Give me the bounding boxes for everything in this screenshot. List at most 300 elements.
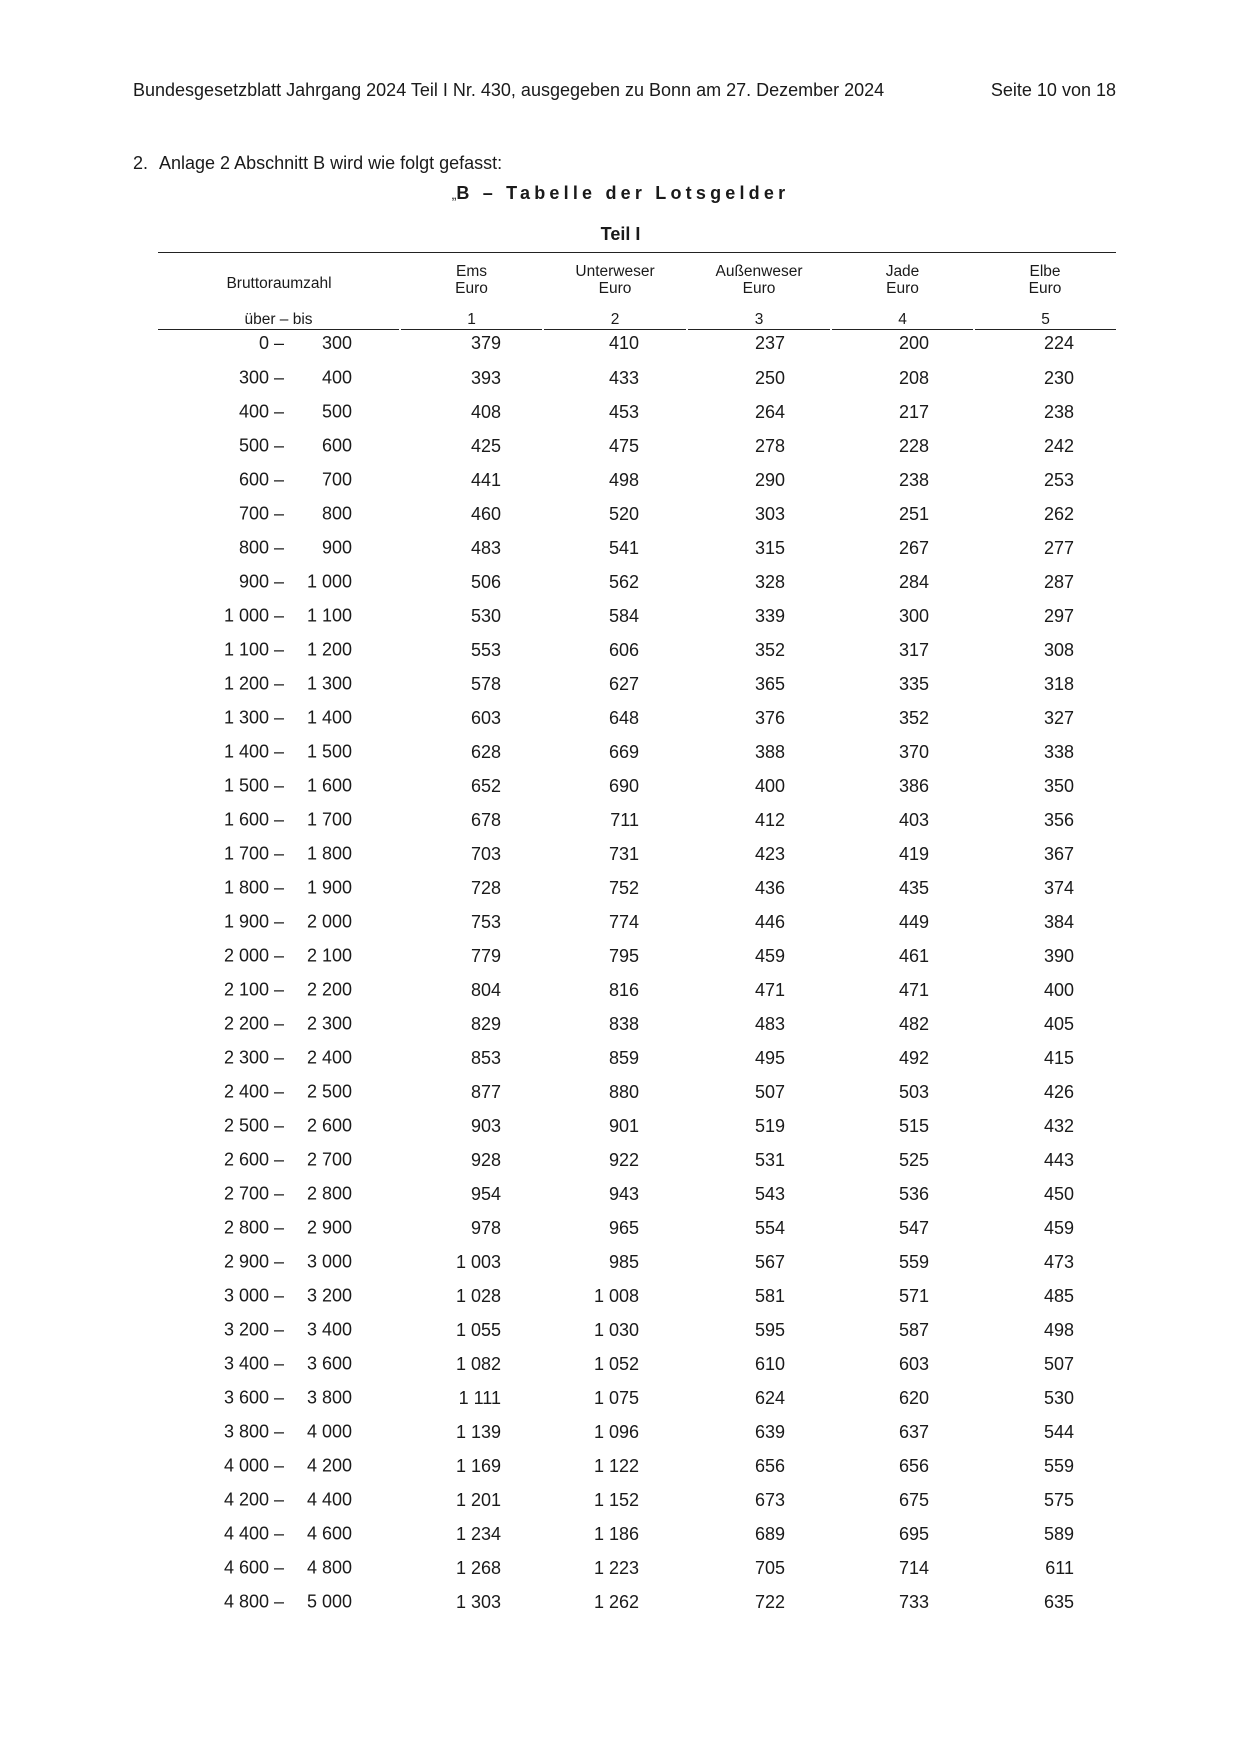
fee-cell: 567	[754, 1251, 785, 1272]
fee-cell: 1 262	[593, 1591, 639, 1612]
fee-cell: 903	[470, 1115, 501, 1136]
fee-cell: 581	[754, 1285, 785, 1306]
fee-cell: 547	[898, 1217, 929, 1238]
fee-cell: 352	[754, 639, 785, 660]
range-to: 3 000	[306, 1251, 352, 1272]
fee-cell: 350	[1043, 775, 1074, 796]
fee-cell: 554	[754, 1217, 785, 1238]
fee-cell: 460	[470, 503, 501, 524]
range-cell	[158, 1177, 400, 1211]
fee-cell: 426	[1043, 1081, 1074, 1102]
range-dash: –	[274, 1149, 285, 1170]
range-to: 1 600	[306, 775, 352, 796]
range-dash: –	[274, 1013, 285, 1034]
fee-cell: 376	[754, 707, 785, 728]
table-row	[158, 1313, 1116, 1347]
range-from: 4 400	[223, 1523, 269, 1544]
page-number: Seite 10 von 18	[990, 80, 1116, 100]
range-to: 2 300	[306, 1013, 352, 1034]
fee-cell: 425	[470, 435, 501, 456]
fee-cell: 503	[898, 1081, 929, 1102]
range-dash: –	[274, 1353, 285, 1374]
range-cell	[158, 1313, 400, 1347]
range-cell	[158, 1449, 400, 1483]
fee-cell: 308	[1043, 639, 1074, 660]
range-to: 3 800	[306, 1387, 352, 1408]
fee-cell: 690	[608, 775, 639, 796]
fee-cell: 498	[1043, 1319, 1074, 1340]
fee-cell: 544	[1043, 1421, 1074, 1442]
range-dash: –	[274, 1115, 285, 1136]
table-row	[158, 1177, 1116, 1211]
fee-cell: 610	[754, 1353, 785, 1374]
fee-cell: 816	[608, 979, 639, 1000]
subheader-row	[158, 309, 1116, 330]
table-row	[158, 395, 1116, 429]
part-title: Teil I	[600, 224, 641, 244]
range-cell	[158, 1109, 400, 1143]
fee-cell: 1 152	[593, 1489, 639, 1510]
fee-cell: 492	[898, 1047, 929, 1068]
table-row	[158, 330, 1116, 362]
fee-cell: 943	[608, 1183, 639, 1204]
fee-cell: 352	[898, 707, 929, 728]
range-cell	[158, 1517, 400, 1551]
fee-cell: 1 268	[455, 1557, 501, 1578]
publication-line: Bundesgesetzblatt Jahrgang 2024 Teil I Nr. 430, ausgegeben zu Bonn am 27. Dezember 2024	[133, 80, 885, 100]
fee-cell: 1 055	[455, 1319, 501, 1340]
range-to: 3 600	[306, 1353, 352, 1374]
range-to: 700	[321, 469, 352, 490]
fee-cell: 386	[898, 775, 929, 796]
table-row	[158, 1279, 1116, 1313]
range-cell	[158, 939, 400, 973]
fee-cell: 436	[754, 877, 785, 898]
range-from: 1 200	[223, 673, 269, 694]
column-header-elbe	[974, 253, 1116, 310]
range-to: 3 400	[306, 1319, 352, 1340]
range-from: 2 500	[223, 1115, 269, 1136]
table-row	[158, 1007, 1116, 1041]
range-cell	[158, 1551, 400, 1585]
fee-cell: 705	[754, 1557, 785, 1578]
fee-cell: 711	[610, 809, 639, 830]
range-dash: –	[274, 367, 285, 388]
fee-cell: 637	[898, 1421, 929, 1442]
fee-cell: 461	[898, 945, 929, 966]
fee-cell: 536	[898, 1183, 929, 1204]
range-dash: –	[274, 605, 285, 626]
range-dash: –	[274, 707, 285, 728]
range-to: 400	[321, 367, 352, 388]
range-cell	[158, 1483, 400, 1517]
fee-cell: 595	[754, 1319, 785, 1340]
range-dash: –	[274, 809, 285, 830]
range-cell	[158, 395, 400, 429]
subheader-col-3: 3	[687, 309, 831, 330]
range-dash: –	[274, 1557, 285, 1578]
range-cell	[158, 1211, 400, 1245]
table-row	[158, 1041, 1116, 1075]
range-from: 3 800	[223, 1421, 269, 1442]
range-to: 2 400	[306, 1047, 352, 1068]
fee-cell: 928	[470, 1149, 501, 1170]
fee-cell: 303	[754, 503, 785, 524]
range-to: 5 000	[306, 1591, 352, 1612]
range-cell	[158, 429, 400, 463]
fee-cell: 985	[608, 1251, 639, 1272]
range-from: 600	[238, 469, 269, 490]
fee-cell: 728	[470, 877, 501, 898]
fee-cell: 779	[470, 945, 501, 966]
range-from: 2 000	[223, 945, 269, 966]
fee-cell: 722	[754, 1591, 785, 1612]
fee-cell: 1 223	[593, 1557, 639, 1578]
fee-cell: 284	[898, 571, 929, 592]
fee-cell: 473	[1043, 1251, 1074, 1272]
fee-cell: 441	[470, 469, 501, 490]
table-row	[158, 1245, 1116, 1279]
range-cell	[158, 1415, 400, 1449]
fee-cell: 403	[898, 809, 929, 830]
table-row	[158, 837, 1116, 871]
table-row	[158, 1075, 1116, 1109]
fee-cell: 733	[898, 1591, 929, 1612]
range-to: 500	[321, 401, 352, 422]
range-dash: –	[274, 1183, 285, 1204]
range-dash: –	[274, 945, 285, 966]
fee-cell: 475	[608, 435, 639, 456]
fee-cell: 379	[470, 333, 501, 353]
range-from: 2 300	[223, 1047, 269, 1068]
table-row	[158, 599, 1116, 633]
range-to: 2 800	[306, 1183, 352, 1204]
range-dash: –	[274, 911, 285, 932]
fee-cell: 238	[898, 469, 929, 490]
range-from: 2 900	[223, 1251, 269, 1272]
fee-cell: 675	[898, 1489, 929, 1510]
fee-cell: 200	[898, 333, 929, 353]
fee-cell: 1 111	[458, 1387, 501, 1408]
fee-cell: 483	[754, 1013, 785, 1034]
range-cell	[158, 1347, 400, 1381]
fee-cell: 877	[470, 1081, 501, 1102]
fee-cell: 669	[608, 741, 639, 762]
range-dash: –	[274, 1251, 285, 1272]
fee-cell: 606	[608, 639, 639, 660]
range-dash: –	[274, 1523, 285, 1544]
range-from: 900	[238, 571, 269, 592]
range-dash: –	[274, 673, 285, 694]
range-from: 2 700	[223, 1183, 269, 1204]
fee-cell: 410	[608, 333, 639, 353]
fee-cell: 515	[898, 1115, 929, 1136]
table-row	[158, 735, 1116, 769]
fee-cell: 224	[1043, 333, 1074, 353]
item-text: Anlage 2 Abschnitt B wird wie folgt gefasst:	[159, 153, 503, 173]
table-row	[158, 905, 1116, 939]
column-header-unterweser	[543, 253, 687, 310]
fee-cell: 1 201	[455, 1489, 501, 1510]
fee-cell: 338	[1043, 741, 1074, 762]
fee-cell: 412	[754, 809, 785, 830]
fee-cell: 267	[898, 537, 929, 558]
range-from: 4 000	[223, 1455, 269, 1476]
range-dash: –	[274, 1387, 285, 1408]
fee-cell: 562	[608, 571, 639, 592]
range-from: 0	[258, 333, 269, 353]
fee-cell: 449	[898, 911, 929, 932]
fee-cell: 753	[470, 911, 501, 932]
range-to: 2 100	[306, 945, 352, 966]
range-dash: –	[274, 877, 285, 898]
fee-cell: 400	[1043, 979, 1074, 1000]
range-dash: –	[274, 775, 285, 796]
fee-cell: 297	[1043, 605, 1074, 626]
fee-cell: 1 122	[593, 1455, 639, 1476]
table-row	[158, 973, 1116, 1007]
subheader-col-5: 5	[974, 309, 1116, 330]
column-header-aussenweser	[687, 253, 831, 310]
fee-cell: 217	[898, 401, 929, 422]
fee-cell: 520	[608, 503, 639, 524]
header-row	[158, 253, 1116, 310]
fee-cell: 482	[898, 1013, 929, 1034]
subheader-range: über – bis	[158, 309, 400, 330]
fee-cell: 1 030	[593, 1319, 639, 1340]
fee-cell: 367	[1043, 843, 1074, 864]
fee-cell: 443	[1043, 1149, 1074, 1170]
fee-cell: 1 303	[455, 1591, 501, 1612]
range-cell	[158, 667, 400, 701]
range-from: 800	[238, 537, 269, 558]
table-row	[158, 633, 1116, 667]
range-dash: –	[274, 401, 285, 422]
fee-cell: 559	[898, 1251, 929, 1272]
fee-cell: 530	[470, 605, 501, 626]
fee-cell: 251	[898, 503, 929, 524]
fee-cell: 250	[754, 367, 785, 388]
range-to: 1 800	[306, 843, 352, 864]
fee-cell: 423	[754, 843, 785, 864]
range-cell	[158, 633, 400, 667]
range-to: 3 200	[306, 1285, 352, 1306]
range-from: 2 100	[223, 979, 269, 1000]
range-from: 4 800	[223, 1591, 269, 1612]
fee-cell: 1 075	[593, 1387, 639, 1408]
fee-cell: 543	[754, 1183, 785, 1204]
fee-cell: 453	[608, 401, 639, 422]
fee-cell: 483	[470, 537, 501, 558]
range-cell	[158, 1245, 400, 1279]
fee-cell: 635	[1043, 1591, 1074, 1612]
range-dash: –	[274, 741, 285, 762]
fee-cell: 603	[898, 1353, 929, 1374]
fee-cell: 230	[1043, 367, 1074, 388]
table-row	[158, 463, 1116, 497]
range-dash: –	[274, 979, 285, 1000]
column-header-ems	[400, 253, 543, 310]
table-row	[158, 1483, 1116, 1517]
fee-cell: 774	[608, 911, 639, 932]
fee-cell: 804	[470, 979, 501, 1000]
fee-cell: 459	[1043, 1217, 1074, 1238]
range-to: 2 700	[306, 1149, 352, 1170]
range-from: 2 600	[223, 1149, 269, 1170]
fee-cell: 335	[898, 673, 929, 694]
header-unit: Euro	[1028, 280, 1062, 297]
fee-cell: 1 186	[593, 1523, 639, 1544]
fee-cell: 228	[898, 435, 929, 456]
range-from: 1 800	[223, 877, 269, 898]
range-dash: –	[274, 1047, 285, 1068]
fee-cell: 954	[470, 1183, 501, 1204]
range-to: 1 300	[306, 673, 352, 694]
range-cell	[158, 735, 400, 769]
fee-cell: 374	[1043, 877, 1074, 898]
fee-cell: 432	[1043, 1115, 1074, 1136]
range-from: 300	[238, 367, 269, 388]
table-row	[158, 939, 1116, 973]
pilotage-fee-table	[158, 252, 1116, 1619]
range-dash: –	[274, 333, 285, 353]
range-from: 1 600	[223, 809, 269, 830]
range-to: 2 600	[306, 1115, 352, 1136]
range-cell	[158, 1279, 400, 1313]
range-to: 1 900	[306, 877, 352, 898]
range-from: 400	[238, 401, 269, 422]
range-from: 1 500	[223, 775, 269, 796]
range-from: 500	[238, 435, 269, 456]
range-cell	[158, 871, 400, 905]
range-cell	[158, 1075, 400, 1109]
fee-cell: 400	[754, 775, 785, 796]
table-row	[158, 1381, 1116, 1415]
fee-cell: 317	[898, 639, 929, 660]
range-from: 2 200	[223, 1013, 269, 1034]
range-from: 1 700	[223, 843, 269, 864]
table-row	[158, 1585, 1116, 1619]
table-row	[158, 1347, 1116, 1381]
range-to: 1 700	[306, 809, 352, 830]
range-to: 1 400	[306, 707, 352, 728]
range-dash: –	[274, 1319, 285, 1340]
range-dash: –	[274, 843, 285, 864]
table-row	[158, 497, 1116, 531]
fee-cell: 922	[608, 1149, 639, 1170]
fee-cell: 1 234	[455, 1523, 501, 1544]
subheader-col-2: 2	[543, 309, 687, 330]
fee-cell: 571	[898, 1285, 929, 1306]
fee-cell: 365	[754, 673, 785, 694]
fee-cell: 264	[754, 401, 785, 422]
fee-cell: 415	[1043, 1047, 1074, 1068]
range-cell	[158, 565, 400, 599]
fee-cell: 965	[608, 1217, 639, 1238]
range-to: 1 500	[306, 741, 352, 762]
fee-cell: 624	[754, 1387, 785, 1408]
column-header-bruttoraumzahl	[158, 253, 400, 310]
fee-cell: 287	[1043, 571, 1074, 592]
table-row	[158, 361, 1116, 395]
range-to: 2 200	[306, 979, 352, 1000]
fee-cell: 978	[470, 1217, 501, 1238]
fee-cell: 1 169	[455, 1455, 501, 1476]
range-cell	[158, 330, 400, 362]
range-to: 1 100	[306, 605, 352, 626]
range-from: 1 000	[223, 605, 269, 626]
fee-cell: 318	[1043, 673, 1074, 694]
range-cell	[158, 1381, 400, 1415]
fee-cell: 656	[754, 1455, 785, 1476]
fee-cell: 277	[1043, 537, 1074, 558]
fee-cell: 752	[608, 877, 639, 898]
range-from: 3 000	[223, 1285, 269, 1306]
fee-cell: 584	[608, 605, 639, 626]
header-unit: Euro	[455, 280, 488, 297]
range-from: 3 200	[223, 1319, 269, 1340]
range-dash: –	[274, 503, 285, 524]
subheader-col-1: 1	[400, 309, 543, 330]
fee-cell: 587	[898, 1319, 929, 1340]
range-to: 600	[321, 435, 352, 456]
amendment-item	[133, 153, 502, 174]
range-dash: –	[274, 1217, 285, 1238]
fee-cell: 446	[754, 911, 785, 932]
range-from: 3 600	[223, 1387, 269, 1408]
fee-cell: 589	[1043, 1523, 1074, 1544]
fee-cell: 450	[1043, 1183, 1074, 1204]
fee-cell: 541	[608, 537, 639, 558]
table-row	[158, 531, 1116, 565]
opening-quote: „	[451, 186, 457, 202]
header-unit: Euro	[598, 280, 632, 297]
fee-cell: 471	[898, 979, 929, 1000]
range-cell	[158, 1143, 400, 1177]
fee-cell: 620	[898, 1387, 929, 1408]
fee-cell: 471	[754, 979, 785, 1000]
range-cell	[158, 701, 400, 735]
fee-cell: 495	[754, 1047, 785, 1068]
range-cell	[158, 905, 400, 939]
fee-cell: 859	[608, 1047, 639, 1068]
range-dash: –	[274, 1421, 285, 1442]
table-row	[158, 1211, 1116, 1245]
table-row	[158, 1517, 1116, 1551]
fee-cell: 603	[470, 707, 501, 728]
running-header	[133, 80, 1116, 101]
fee-cell: 408	[470, 401, 501, 422]
fee-cell: 507	[754, 1081, 785, 1102]
fee-cell: 485	[1043, 1285, 1074, 1306]
header-name: Unterweser	[575, 263, 655, 280]
table-row	[158, 871, 1116, 905]
range-dash: –	[274, 1285, 285, 1306]
range-from: 2 400	[223, 1081, 269, 1102]
range-cell	[158, 497, 400, 531]
range-dash: –	[274, 639, 285, 660]
fee-cell: 731	[608, 843, 639, 864]
fee-cell: 689	[754, 1523, 785, 1544]
fee-cell: 853	[470, 1047, 501, 1068]
table-row	[158, 565, 1116, 599]
header-unit: Euro	[886, 280, 919, 297]
fee-cell: 315	[754, 537, 785, 558]
fee-cell: 393	[470, 367, 501, 388]
fee-cell: 327	[1043, 707, 1074, 728]
range-to: 4 000	[306, 1421, 352, 1442]
fee-cell: 388	[754, 741, 785, 762]
